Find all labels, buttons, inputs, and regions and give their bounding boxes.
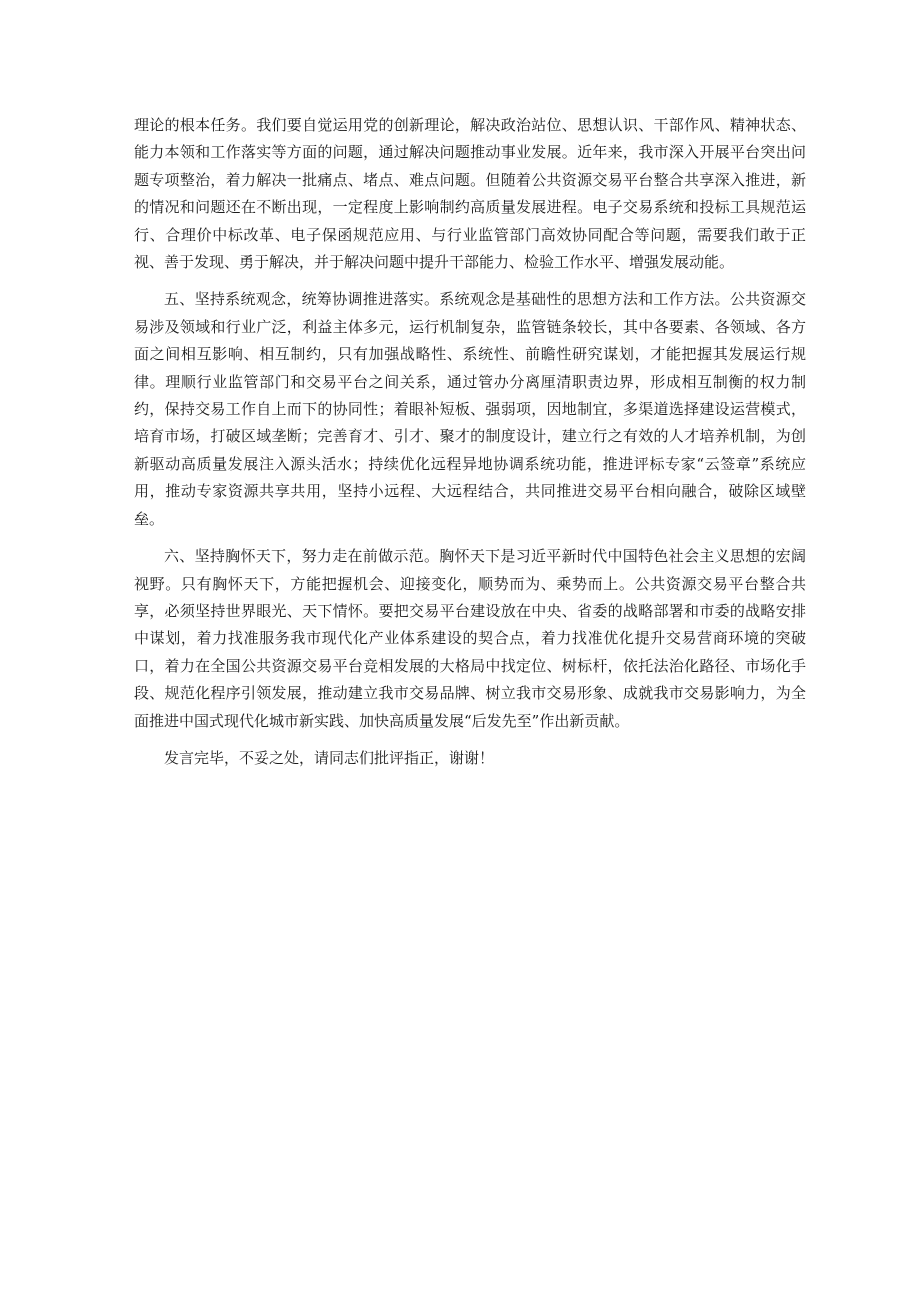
document-body — [134, 112, 806, 782]
paragraph-closing: 发言完毕，不妥之处，请同志们批评指正，谢谢！ — [164, 748, 495, 767]
paragraph-section-six: 六、坚持胸怀天下，努力走在前做示范。胸怀天下是习近平新时代中国特色社会主义思想的宏阔视野。只有胸怀天下，方能把握机会、迎接变化，顺势而为、乘势而上。公共资源交易平台整合共享，必须坚持世界眼光、天下情怀。要把交易平台建设放在中央、省委的战略部署和市委的战略安排中谋划，着力找准服务我市现代化产业体系建设的契合点，着力找准优化提升交易营商环境的突破口，着力在全国公共资源交易平台竞相发展的大格局中找定位、树标杆，依托法治化路径、市场化手段、规范化程序引领发展，推动建立我市交易品牌、树立我市交易形象、成就我市交易影响力，为全面推进中国式现代化城市新实践、加快高质量发展“后发先至”作出新贡献。 — [134, 547, 806, 730]
paragraph-continuation: 理论的根本任务。我们要自觉运用党的创新理论，解决政治站位、思想认识、干部作风、精神状态、能力本领和工作落实等方面的问题，通过解决问题推动事业发展。近年来，我市深入开展平台突出问题专项整治，着力解决一批痛点、堵点、难点问题。但随着公共资源交易平台整合共享深入推进，新的情况和问题还在不断出现，一定程度上影响制约高质量发展进程。电子交易系统和投标工具规范运行、合理价中标改革、电子保函规范应用、与行业监管部门高效协同配合等问题，需要我们敢于正视、善于发现、勇于解决，并于解决问题中提升干部能力、检验工作水平、增强发展动能。 — [134, 116, 806, 272]
paragraph-section-five: 五、坚持系统观念，统筹协调推进落实。系统观念是基础性的思想方法和工作方法。公共资源交易涉及领域和行业广泛，利益主体多元，运行机制复杂，监管链条较长，其中各要素、各领域、各方面之间相互影响、相互制约，只有加强战略性、系统性、前瞻性研究谋划，才能把握其发展运行规律。理顺行业监管部门和交易平台之间关系，通过管办分离厘清职责边界，形成相互制衡的权力制约，保持交易工作自上而下的协同性；着眼补短板、强弱项，因地制宜，多渠道选择建设运营模式，培育市场，打破区域垄断；完善育才、引才、聚才的制度设计，建立行之有效的人才培养机制，为创新驱动高质量发展注入源头活水；持续优化远程异地协调系统功能，推进评标专家“云签章”系统应用，推动专家资源共享共用，坚持小远程、大远程结合，共同推进交易平台相向融合，破除区域壁垒。 — [134, 290, 806, 528]
